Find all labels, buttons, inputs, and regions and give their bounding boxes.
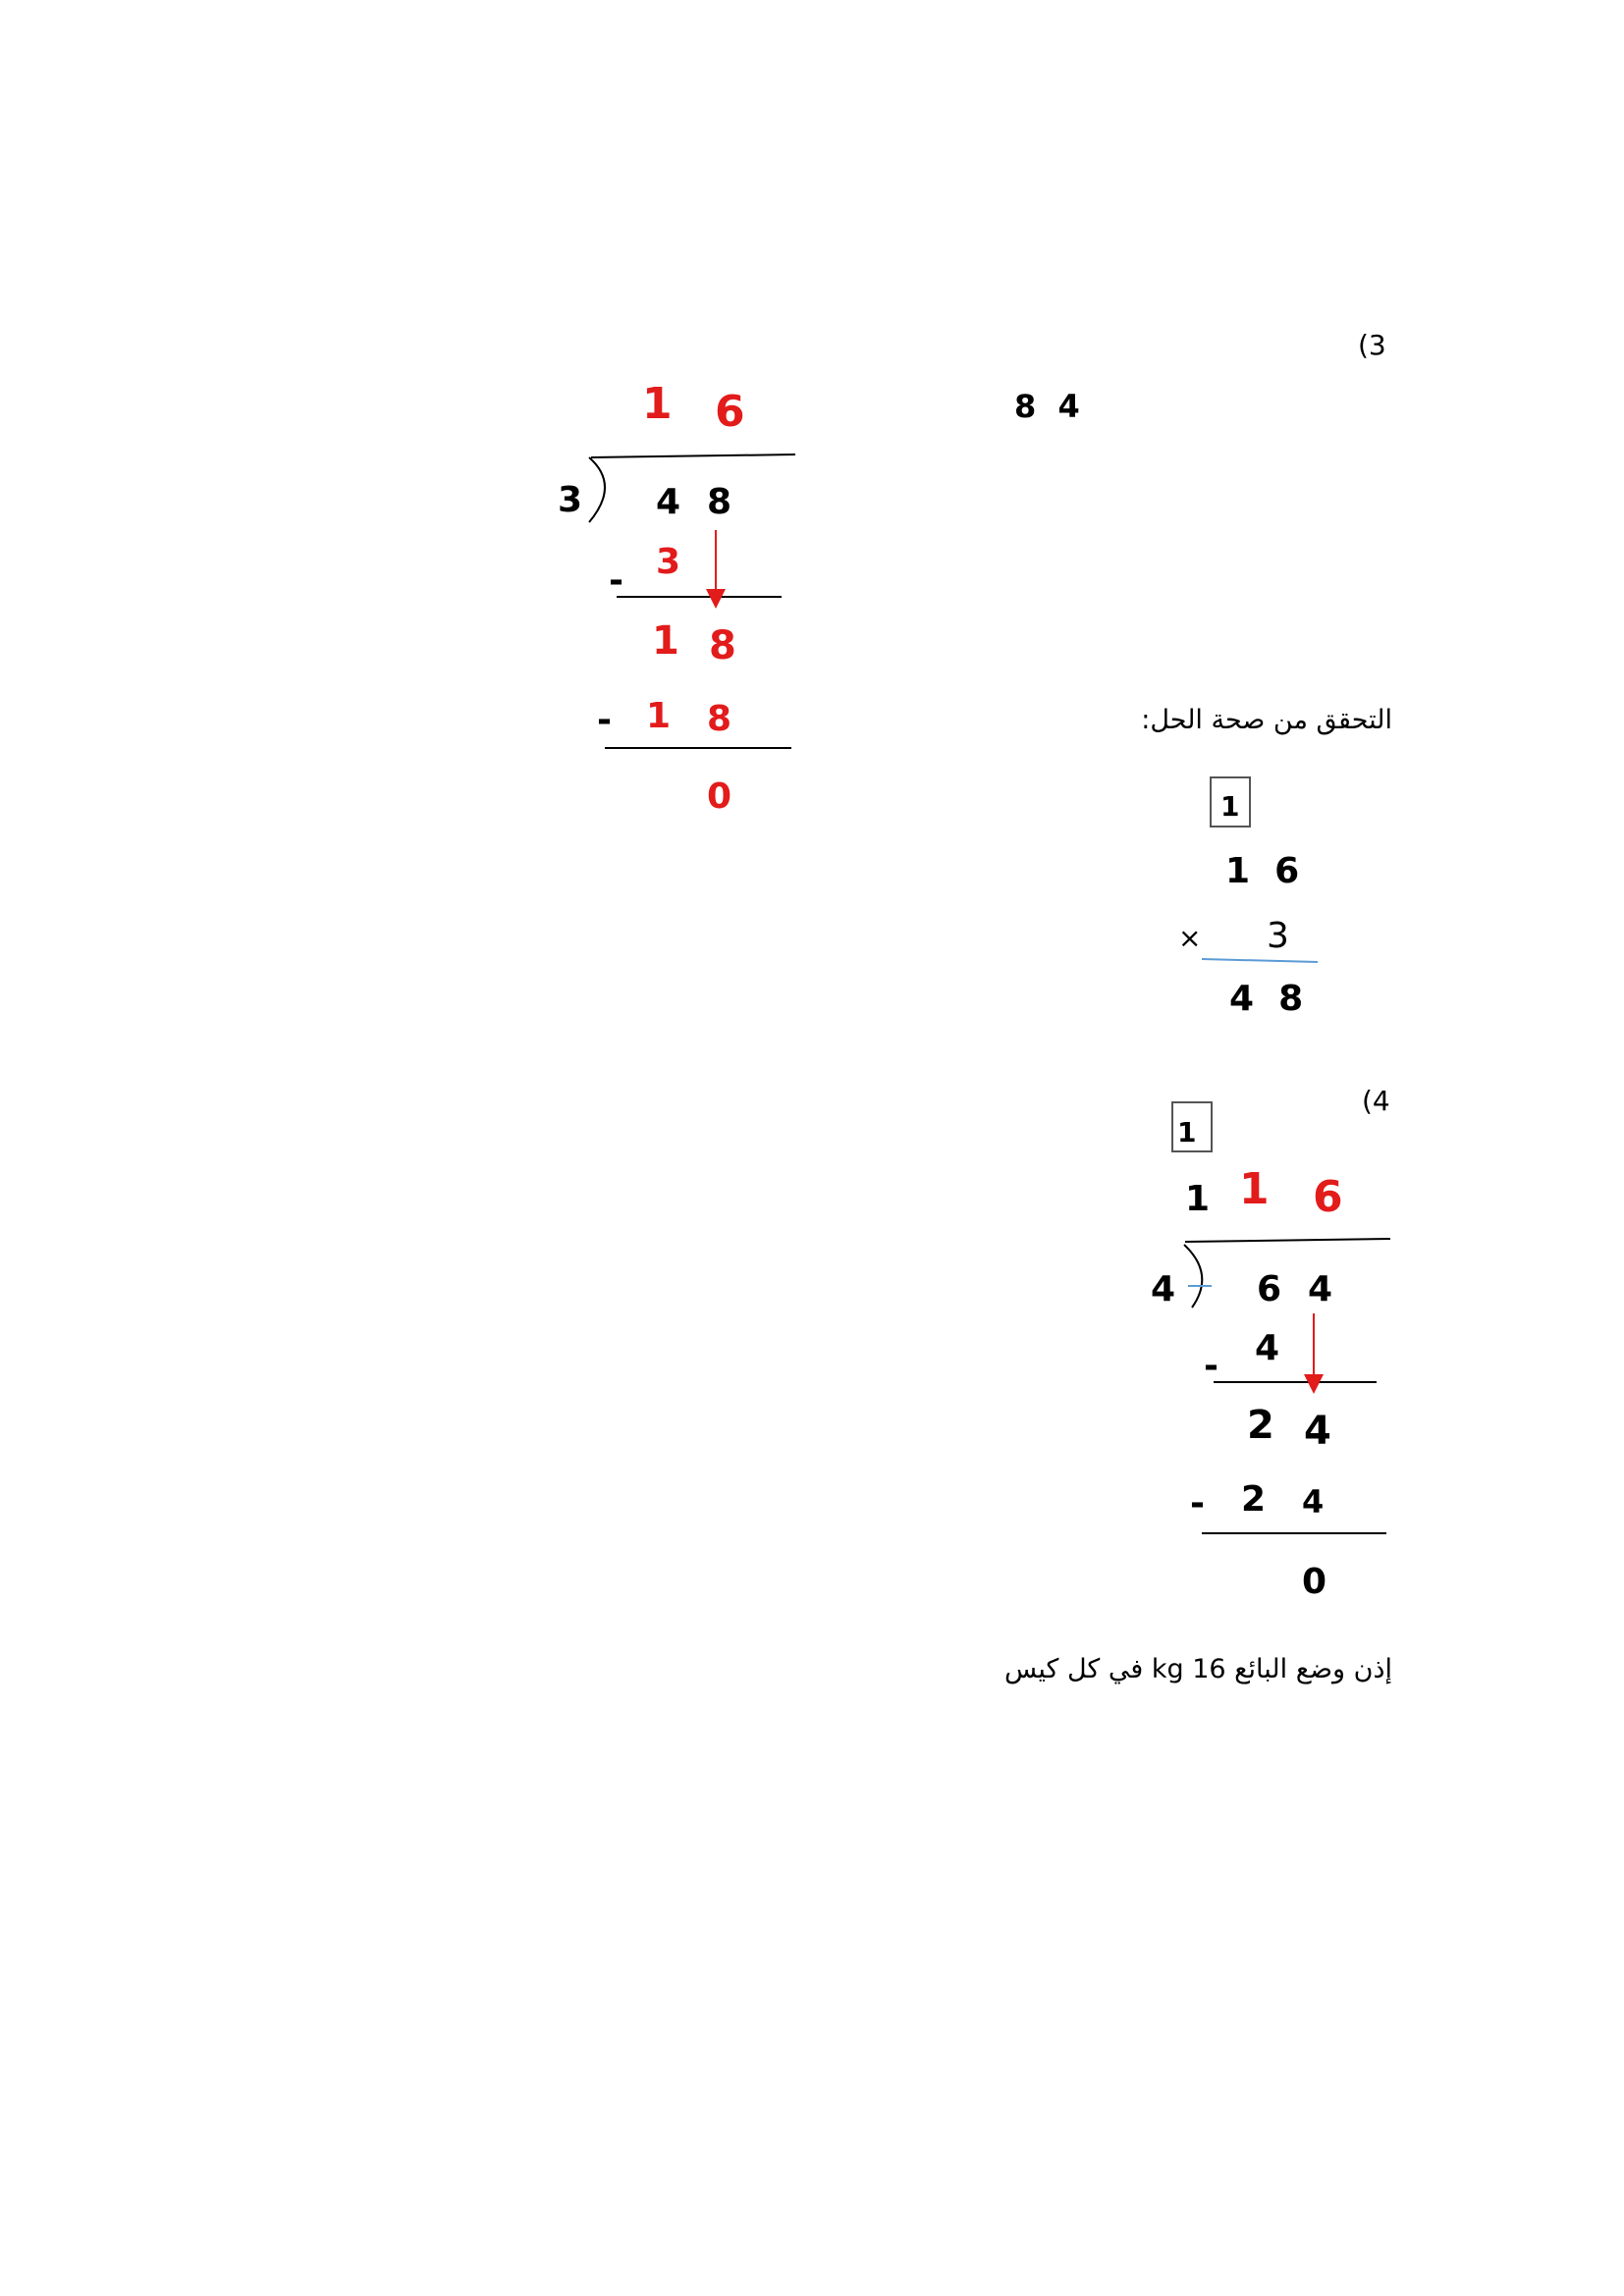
times-sign: ×: [1178, 922, 1202, 954]
p3-step1-subtrahend: 3: [656, 542, 681, 582]
problem-3-number: (3: [1358, 329, 1386, 361]
verification-multiplicand: 1 6: [1225, 851, 1300, 891]
p4-quotient-black: 1: [1185, 1179, 1211, 1219]
p3-divisor: 3: [558, 480, 583, 520]
verification-product: 4 8: [1229, 979, 1304, 1019]
p3-dividend-digit-2: 8: [707, 482, 732, 522]
p3-remainder: 0: [707, 776, 732, 817]
verification-line: [1202, 959, 1318, 962]
p4-step2-digit-1: 2: [1247, 1403, 1274, 1448]
p3-quotient-digit-1: 1: [642, 379, 673, 429]
p3-step2-digit-1: 1: [652, 618, 679, 664]
p4-dividend-digit-2: 4: [1308, 1269, 1333, 1309]
p4-step1-subtrahend: 4: [1255, 1328, 1280, 1368]
verification-multiplier: 3: [1267, 916, 1289, 956]
p4-step2-subtrahend-2: 4: [1302, 1483, 1325, 1521]
verification-carry: 1: [1220, 790, 1240, 823]
p4-carry: 1: [1177, 1116, 1197, 1148]
problem-4-number: (4: [1362, 1085, 1390, 1117]
p3-quotient-digit-2: 6: [715, 387, 745, 437]
p4-step2-subtrahend-1: 2: [1241, 1479, 1267, 1520]
p3-step2-minus: -: [597, 700, 612, 740]
p4-division-bracket: [1184, 1245, 1202, 1308]
p3-division-bracket: [589, 457, 605, 522]
p4-step1-minus: -: [1204, 1346, 1218, 1386]
p4-dividend-digit-1: 6: [1257, 1269, 1282, 1309]
p4-step2-digit-2: 4: [1304, 1409, 1331, 1454]
conclusion-text: إذن وضع البائع 16 kg في كل كيس: [1003, 1654, 1392, 1684]
p4-divisor: 4: [1151, 1269, 1176, 1309]
p3-step2-subtrahend-1: 1: [646, 696, 672, 736]
p3-step1-minus: -: [609, 561, 623, 601]
p3-step2-digit-2: 8: [709, 623, 736, 668]
verification-label: التحقق من صحة الحل:: [1141, 705, 1392, 735]
p4-vinculum: [1185, 1239, 1390, 1242]
p4-quotient-digit-2: 6: [1313, 1172, 1343, 1222]
p3-step2-subtrahend-2: 8: [707, 699, 732, 739]
p4-quotient-digit-1: 1: [1239, 1164, 1270, 1214]
p3-vinculum: [591, 454, 795, 457]
problem-3-top-digits: 8 4: [1014, 388, 1080, 425]
p4-remainder: 0: [1302, 1562, 1327, 1602]
p4-step2-minus: -: [1190, 1483, 1205, 1523]
p3-dividend-digit-1: 4: [656, 482, 681, 522]
